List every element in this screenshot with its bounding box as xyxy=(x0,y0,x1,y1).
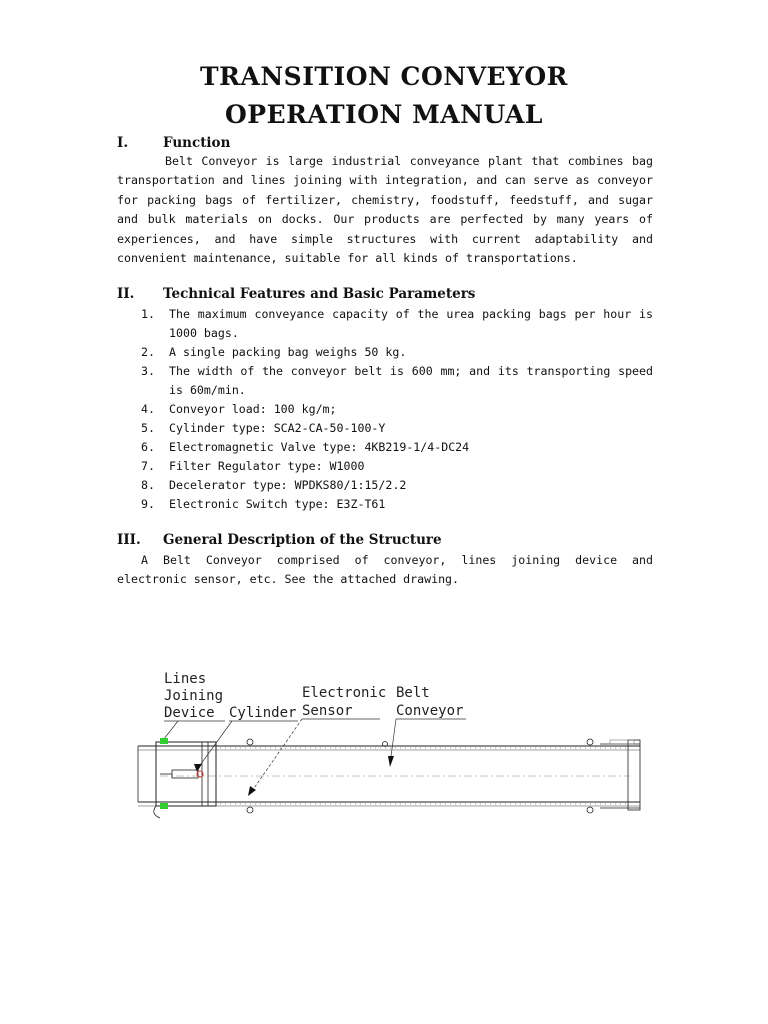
list-item: 6. Electromagnetic Valve type: 4KB219-1/4-DC24 xyxy=(141,440,470,454)
parameter-list xyxy=(117,305,653,514)
list-item: 7. Filter Regulator type: W1000 xyxy=(141,459,365,473)
label-sensor: Sensor xyxy=(302,703,353,719)
section-title: General Description of the Structure xyxy=(163,532,442,548)
function-text: Belt Conveyor is large industrial conveyance plant that combines bag transportation and lines joining with integration, and can serve as conveyor for packing bags of fertilizer, chemistry, foodstuff, feedstuff, and sugar and bulk materials on docks. Our products are perfected by many years of experiences, and have simple structures with current adaptability and convenient maintenance, suitable for all kinds of transportations. xyxy=(117,154,653,266)
label-belt: Belt xyxy=(396,685,430,701)
document-title-line-1: TRANSITION CONVEYOR xyxy=(200,62,568,91)
list-item: 3. The width of the conveyor belt is 600 mm; and its transporting speed is 60m/min. xyxy=(141,364,653,397)
list-item: 8. Decelerator type: WPDKS80/1:15/2.2 xyxy=(141,478,407,492)
label-electronic: Electronic xyxy=(302,685,387,701)
section-title: Technical Features and Basic Parameters xyxy=(163,286,476,302)
list-item: 1. The maximum conveyance capacity of the urea packing bags per hour is 1000 bags. xyxy=(141,307,653,340)
conveyor-drawing xyxy=(120,664,652,824)
section-heading-parameters xyxy=(117,286,475,302)
section-title: Function xyxy=(163,135,231,151)
section-heading-structure xyxy=(117,532,442,548)
document-title-line-2: OPERATION MANUAL xyxy=(225,100,543,129)
section-number: III. xyxy=(117,532,141,548)
section-number: I. xyxy=(117,135,129,151)
list-item: 2. A single packing bag weighs 50 kg. xyxy=(141,345,407,359)
list-item: 9. Electronic Switch type: E3Z-T61 xyxy=(141,497,386,511)
function-paragraph xyxy=(117,152,653,268)
structure-text: A Belt Conveyor comprised of conveyor, lines joining device and electronic sensor, etc. See the attached drawing. xyxy=(117,553,653,587)
label-conveyor: Conveyor xyxy=(396,703,464,719)
label-device: Device xyxy=(164,705,215,721)
structure-paragraph xyxy=(117,551,653,590)
section-number: II. xyxy=(117,286,135,302)
section-heading-function xyxy=(117,135,230,151)
list-item: 5. Cylinder type: SCA2-CA-50-100-Y xyxy=(141,421,386,435)
label-joining: Joining xyxy=(164,688,224,704)
label-cylinder: Cylinder xyxy=(229,705,297,721)
list-item: 4. Conveyor load: 100 kg/m; xyxy=(141,402,337,416)
label-lines: Lines xyxy=(164,671,207,687)
